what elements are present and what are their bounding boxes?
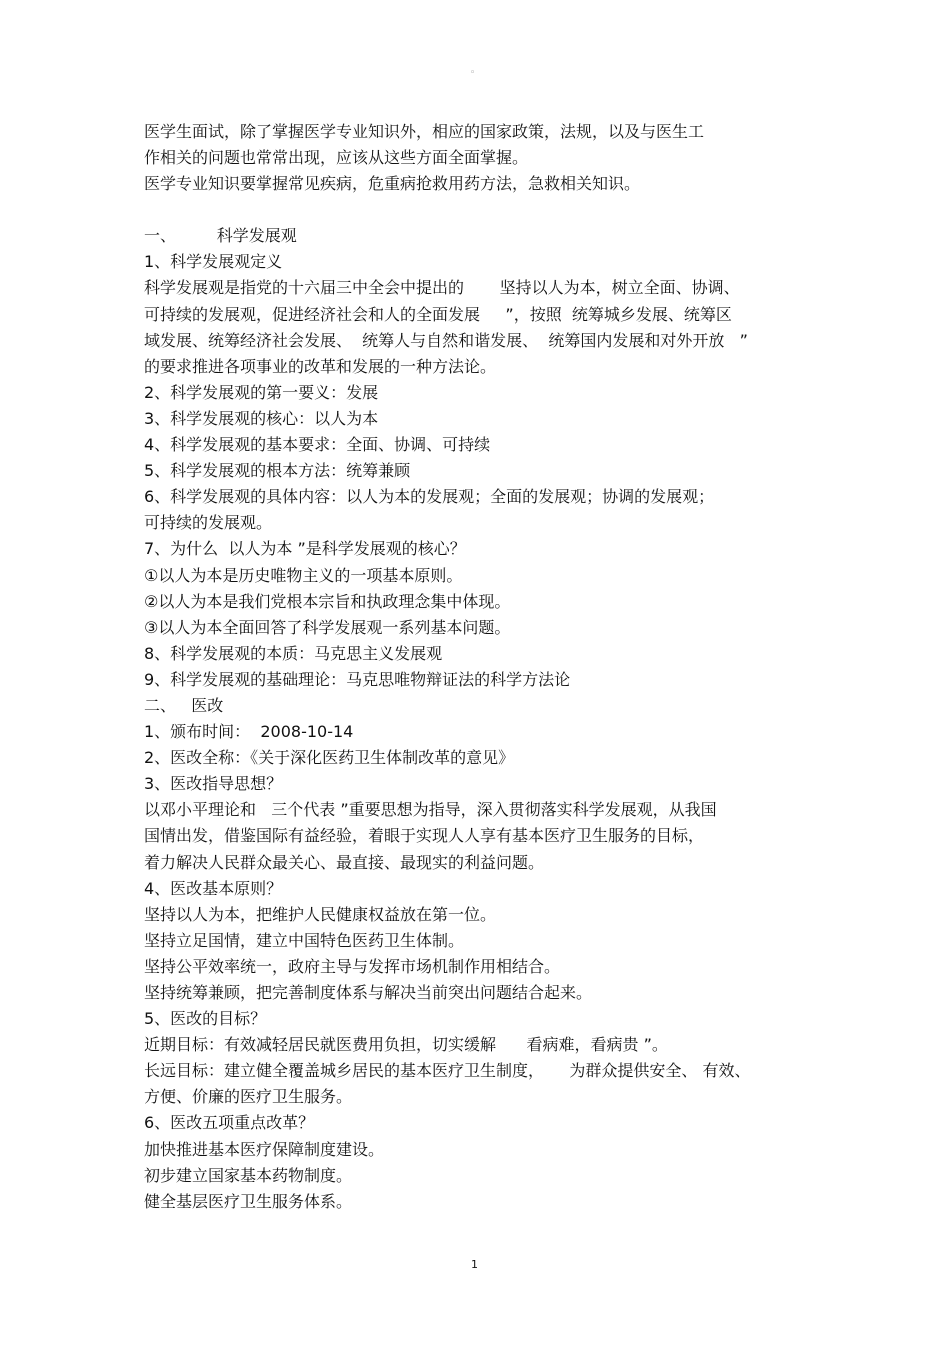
text-line: 坚持公平效率统一，政府主导与发挥市场机制作用相结合。 — [144, 956, 561, 976]
text-line: 着力解决人民群众最关心、最直接、最现实的利益问题。 — [144, 852, 545, 872]
text-line: 初步建立国家基本药物制度。 — [144, 1165, 353, 1185]
content-block — [144, 223, 824, 1215]
text-line: 5、医改的目标？ — [144, 1009, 267, 1029]
text-line: 1、科学发展观定义 — [144, 252, 283, 272]
text-line: 近期目标：有效减轻居民就医费用负担，切实缓解 看病难，看病贵 ”。 — [144, 1035, 668, 1055]
text-line: 医学生面试，除了掌握医学专业知识外，相应的国家政策，法规，以及与医生工 — [144, 122, 705, 141]
text-line: 方便、价廉的医疗卫生服务。 — [144, 1087, 353, 1107]
text-line: 8、科学发展观的本质：马克思主义发展观 — [144, 643, 443, 663]
text-line: ①以人为本是历史唯物主义的一项基本原则。 — [144, 565, 463, 585]
text-line: 坚持以人为本，把维护人民健康权益放在第一位。 — [144, 904, 497, 924]
text-line: 3、医改指导思想？ — [144, 774, 283, 794]
text-line: 5、科学发展观的根本方法：统筹兼顾 — [144, 461, 411, 481]
text-line: 科学发展观是指党的十六届三中全会中提出的 坚持以人为本，树立全面、协调、 — [144, 278, 740, 298]
text-line: 作相关的问题也常常出现，应该从这些方面全面掌握。 — [144, 148, 529, 168]
text-line: 国情出发，借鉴国际有益经验，着眼于实现人人享有基本医疗卫生服务的目标， — [144, 826, 705, 846]
spacer — [144, 197, 824, 223]
text-line: 4、科学发展观的基本要求：全面、协调、可持续 — [144, 435, 491, 455]
text-line: ③以人为本全面回答了科学发展观一系列基本问题。 — [144, 617, 511, 637]
text-line: 3、科学发展观的核心：以人为本 — [144, 408, 379, 428]
text-line: 9、科学发展观的基础理论：马克思唯物辩证法的科学方法论 — [144, 669, 571, 689]
text-line: 7、为什么 以人为本 ”是科学发展观的核心？ — [144, 539, 466, 559]
text-line: 4、医改基本原则？ — [144, 878, 283, 898]
text-line: 一、 科学发展观 — [144, 226, 297, 246]
text-line: 可持续的发展观，促进经济社会和人的全面发展 ”，按照 统筹城乡发展、统筹区 — [144, 304, 732, 324]
document-body — [144, 119, 824, 1215]
text-line: 域发展、统筹经济社会发展、 统筹人与自然和谐发展、 统筹国内发展和对外开放 ” — [144, 330, 748, 350]
text-line: 2、医改全称：《关于深化医药卫生体制改革的意见》 — [144, 748, 515, 768]
intro-block — [144, 119, 824, 197]
text-line: 坚持统筹兼顾，把完善制度体系与解决当前突出问题结合起来。 — [144, 983, 593, 1002]
text-line: 2、科学发展观的第一要义：发展 — [144, 382, 379, 402]
page-number: 1 — [471, 1258, 478, 1271]
text-line: 6、科学发展观的具体内容：以人为本的发展观；全面的发展观；协调的发展观； — [144, 487, 715, 507]
top-mark: ◦ — [470, 68, 476, 78]
text-line: 健全基层医疗卫生服务体系。 — [144, 1191, 353, 1211]
text-line: 医学专业知识要掌握常见疾病，危重病抢救用药方法，急救相关知识。 — [144, 174, 641, 194]
text-line: 1、颁布时间： 2008-10-14 — [144, 722, 354, 742]
text-line: 的要求推进各项事业的改革和发展的一种方法论。 — [144, 356, 497, 376]
text-line: ②以人为本是我们党根本宗旨和执政理念集中体现。 — [144, 591, 511, 611]
text-line: 二、 医改 — [144, 695, 224, 715]
text-line: 坚持立足国情，建立中国特色医药卫生体制。 — [144, 930, 465, 950]
text-line: 加快推进基本医疗保障制度建设。 — [144, 1139, 385, 1159]
text-line: 长远目标：建立健全覆盖城乡居民的基本医疗卫生制度， 为群众提供安全、 有效、 — [144, 1061, 751, 1081]
text-line: 可持续的发展观。 — [144, 513, 273, 533]
text-line: 6、医改五项重点改革？ — [144, 1113, 315, 1133]
text-line: 以邓小平理论和 三个代表 ”重要思想为指导，深入贯彻落实科学发展观，从我国 — [144, 800, 717, 820]
